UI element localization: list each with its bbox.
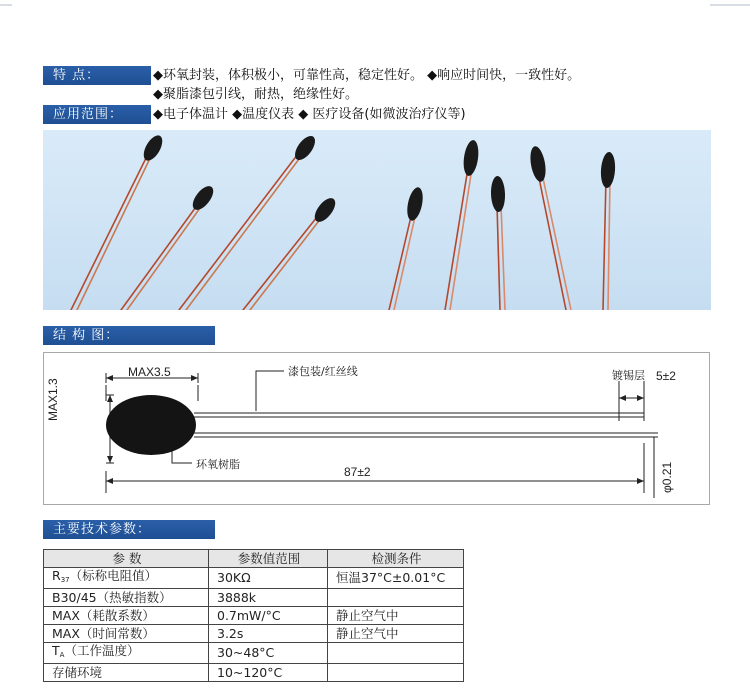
params-label: 主要技术参数：	[43, 520, 215, 539]
dim-body-height: MAX1.3	[46, 378, 60, 421]
table-row	[44, 664, 464, 682]
params-table	[43, 549, 464, 682]
applications-text: ◆电子体温计 ◆温度仪表 ◆ 医疗设备(如微波治疗仪等)	[153, 107, 466, 122]
tin-length: 5±2	[656, 369, 676, 383]
features-line-1: ◆环氧封装，体积极小，可靠性高，稳定性好。 ◆响应时间快，一致性好。	[153, 68, 581, 83]
value-cell: 30KΩ	[209, 568, 328, 589]
value-cell: 0.7mW/°C	[209, 607, 328, 625]
lead-label: 漆包装/红丝线	[288, 365, 358, 378]
wire-diameter: φ0.21	[660, 461, 674, 493]
condition-cell	[328, 664, 464, 682]
header-param: 参 数	[44, 550, 209, 568]
value-cell: 30~48°C	[209, 643, 328, 664]
header-value: 参数值范围	[209, 550, 328, 568]
param-cell: MAX（时间常数）	[44, 625, 209, 643]
epoxy-label: 环氧树脂	[196, 458, 240, 471]
epoxy-bead	[106, 395, 196, 455]
product-photo	[43, 130, 711, 310]
table-row	[44, 589, 464, 607]
param-cell: MAX（耗散系数）	[44, 607, 209, 625]
condition-cell: 恒温37°C±0.01°C	[328, 568, 464, 589]
param-cell: $T_A$（工作温度）	[44, 643, 209, 664]
condition-cell	[328, 643, 464, 664]
params-header-row	[44, 550, 464, 568]
features-line-2: ◆聚脂漆包引线，耐热，绝缘性好。	[153, 87, 358, 102]
table-row	[44, 568, 464, 589]
thermistor-illustration	[43, 130, 711, 310]
condition-cell: 静止空气中	[328, 607, 464, 625]
param-cell: $R_{37}$（标称电阻值）	[44, 568, 209, 589]
header-condition: 检测条件	[328, 550, 464, 568]
tin-label: 镀锡层	[612, 369, 645, 382]
value-cell: 3.2s	[209, 625, 328, 643]
table-row	[44, 625, 464, 643]
condition-cell	[328, 589, 464, 607]
structure-diagram	[43, 352, 710, 505]
dim-body-length: MAX3.5	[128, 365, 171, 379]
structure-label: 结 构 图：	[43, 326, 215, 345]
value-cell: 10~120°C	[209, 664, 328, 682]
features-label: 特 点：	[43, 66, 151, 85]
table-row	[44, 643, 464, 664]
total-length: 87±2	[344, 465, 371, 479]
table-row	[44, 607, 464, 625]
value-cell: 3888k	[209, 589, 328, 607]
condition-cell: 静止空气中	[328, 625, 464, 643]
param-cell: 存储环境	[44, 664, 209, 682]
applications-label: 应用范围：	[43, 105, 151, 124]
param-cell: B30/45（热敏指数）	[44, 589, 209, 607]
